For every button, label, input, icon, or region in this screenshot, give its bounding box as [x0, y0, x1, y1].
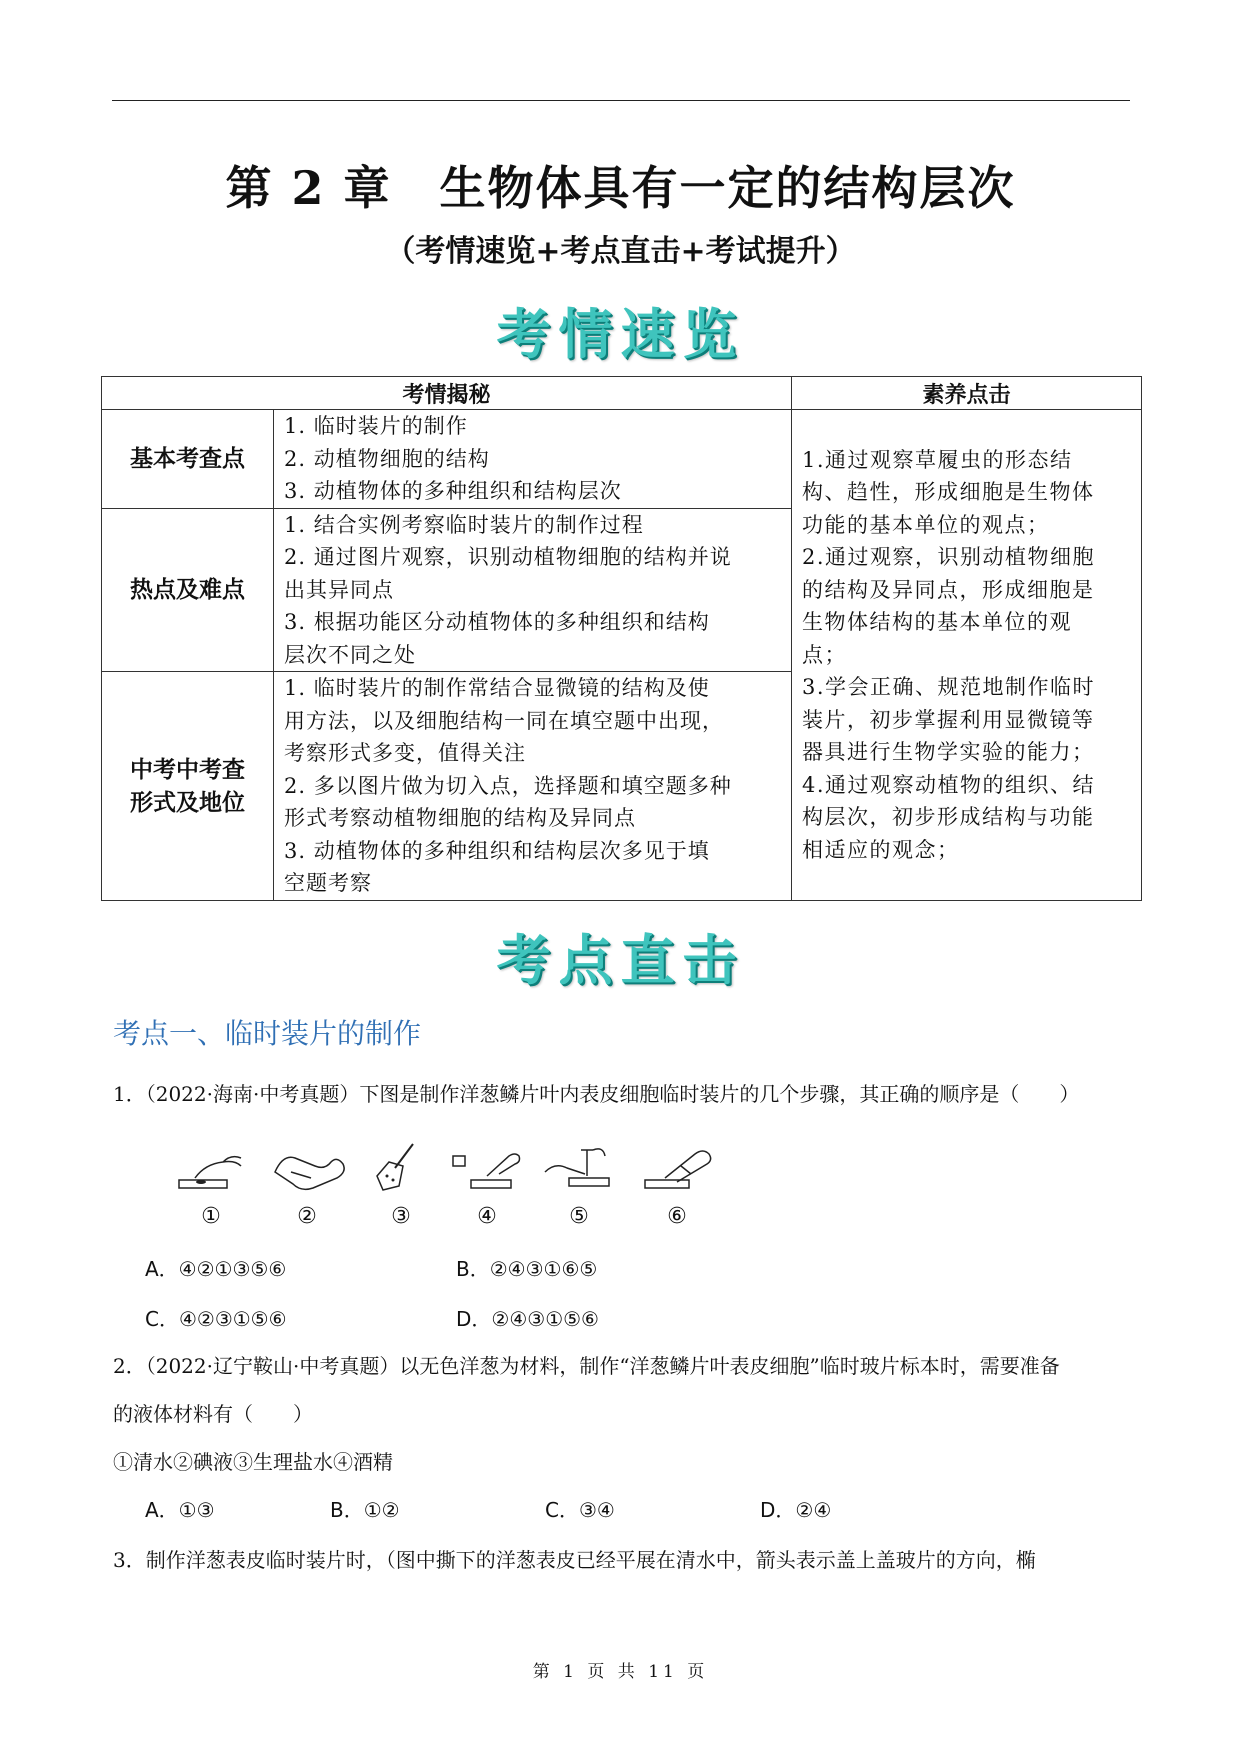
step-figure	[175, 1142, 735, 1238]
row-label: 热点及难点	[102, 508, 274, 672]
table-row	[102, 410, 1142, 509]
banner-kaodian: 考点直击	[496, 928, 745, 992]
content-line: 空题考察	[284, 871, 372, 895]
question-1-option-c[interactable]: C．④②③①⑤⑥	[145, 1307, 287, 1331]
content-line: 2. 通过图片观察，识别动植物细胞的结构并说	[284, 545, 732, 569]
step-number: ④	[477, 1204, 497, 1229]
question-2-option-a[interactable]: A．①③	[145, 1498, 215, 1522]
step-3	[365, 1142, 445, 1238]
suyang-line: 相适应的观念；	[802, 837, 960, 862]
step-number: ⑤	[569, 1204, 589, 1229]
row-label-line: 中考中考查	[130, 755, 245, 783]
overview-table	[101, 376, 1142, 901]
step-4-illustration	[451, 1142, 531, 1202]
row-label-line: 形式及地位	[130, 788, 245, 816]
suyang-line: 3.学会正确、规范地制作临时	[802, 675, 1096, 699]
step-1	[175, 1142, 255, 1238]
question-2-option-c[interactable]: C．③④	[545, 1498, 615, 1522]
suyang-line: 构层次，初步形成结构与功能	[802, 805, 1095, 829]
step-2	[271, 1142, 351, 1238]
question-1-option-b[interactable]: B．②④③①⑥⑤	[456, 1257, 598, 1281]
content-line: 1. 临时装片的制作	[284, 414, 468, 438]
suyang-line: 器具进行生物学实验的能力；	[802, 740, 1095, 764]
suyang-line: 生物体结构的基本单位的观	[802, 610, 1073, 634]
table-header-row	[102, 377, 1142, 410]
step-2-illustration	[271, 1142, 351, 1202]
col-header-suyang: 素养点击	[792, 377, 1142, 410]
top-rule	[112, 100, 1130, 101]
content-line: 2. 动植物细胞的结构	[284, 446, 490, 471]
content-line: 3. 根据功能区分动植物体的多种组织和结构	[284, 610, 710, 634]
step-1-illustration	[175, 1142, 255, 1202]
content-line: 1. 结合实例考察临时装片的制作过程	[284, 512, 644, 537]
section-heading: 考点一、临时装片的制作	[113, 1017, 422, 1050]
step-number: ②	[297, 1204, 317, 1229]
question-1-text: 1．（2022·海南·中考真题）下图是制作洋葱鳞片叶内表皮细胞临时装片的几个步骤，其正确的顺序是（ ）	[113, 1082, 1080, 1106]
step-6	[641, 1142, 721, 1238]
chapter-subtitle: （考情速览+考点直击+考试提升）	[385, 234, 856, 269]
suyang-cell	[792, 410, 1142, 901]
row-content	[274, 672, 792, 901]
col-header-kaoqing: 考情揭秘	[102, 377, 792, 410]
step-5	[543, 1142, 623, 1238]
content-line: 用方法，以及细胞结构一同在填空题中出现，	[284, 708, 724, 733]
row-content	[274, 410, 792, 509]
step-number: ⑥	[667, 1204, 687, 1229]
question-1-option-a[interactable]: A．④②①③⑤⑥	[145, 1257, 287, 1281]
question-3-text-line: 3．制作洋葱表皮临时装片时，（图中撕下的洋葱表皮已经平展在清水中，箭头表示盖上盖玻片的方向，椭	[113, 1548, 1036, 1572]
content-line: 出其异同点	[284, 577, 394, 602]
step-6-illustration	[641, 1142, 721, 1202]
suyang-line: 4.通过观察动植物的组织、结	[802, 772, 1096, 797]
question-2-option-d[interactable]: D．②④	[760, 1498, 832, 1522]
step-number: ①	[201, 1204, 221, 1229]
suyang-line: 构、趋性，形成细胞是生物体	[802, 480, 1095, 504]
step-3-illustration	[365, 1142, 445, 1202]
question-2-option-b[interactable]: B．①②	[330, 1498, 400, 1522]
content-line: 考察形式多变，值得关注	[284, 741, 526, 765]
content-line: 层次不同之处	[284, 642, 416, 667]
chapter-title: 第 2 章 生物体具有一定的结构层次	[225, 161, 1016, 215]
suyang-line: 点；	[802, 642, 848, 667]
question-2-text-line: 2．（2022·辽宁鞍山·中考真题）以无色洋葱为材料，制作“洋葱鳞片叶表皮细胞”临时玻片标本时，需要准备	[113, 1354, 1060, 1378]
suyang-line: 1.通过观察草履虫的形态结	[802, 447, 1073, 472]
suyang-line: 2.通过观察，识别动植物细胞	[802, 545, 1096, 569]
content-line: 1. 临时装片的制作常结合显微镜的结构及使	[284, 676, 710, 700]
row-label: 基本考查点	[102, 410, 274, 509]
content-line: 3. 动植物体的多种组织和结构层次多见于填	[284, 838, 710, 863]
step-number: ③	[391, 1204, 411, 1229]
suyang-line: 装片，初步掌握利用显微镜等	[802, 707, 1095, 732]
row-content	[274, 508, 792, 672]
content-line: 3. 动植物体的多种组织和结构层次	[284, 479, 622, 503]
step-4	[451, 1142, 531, 1238]
suyang-line: 功能的基本单位的观点；	[802, 512, 1050, 537]
content-line: 形式考察动植物细胞的结构及异同点	[284, 806, 636, 830]
suyang-line: 的结构及异同点，形成细胞是	[802, 577, 1095, 602]
content-line: 2. 多以图片做为切入点，选择题和填空题多种	[284, 773, 732, 798]
question-2-text-line: ①清水②碘液③生理盐水④酒精	[113, 1450, 393, 1474]
banner-kaoqing: 考情速览	[496, 302, 745, 366]
question-2-text-line: 的液体材料有（ ）	[113, 1402, 313, 1426]
row-label	[102, 672, 274, 901]
step-5-illustration	[543, 1142, 623, 1202]
question-1-option-d[interactable]: D．②④③①⑤⑥	[456, 1307, 599, 1331]
page-footer: 第 1 页 共 11 页	[532, 1662, 709, 1682]
